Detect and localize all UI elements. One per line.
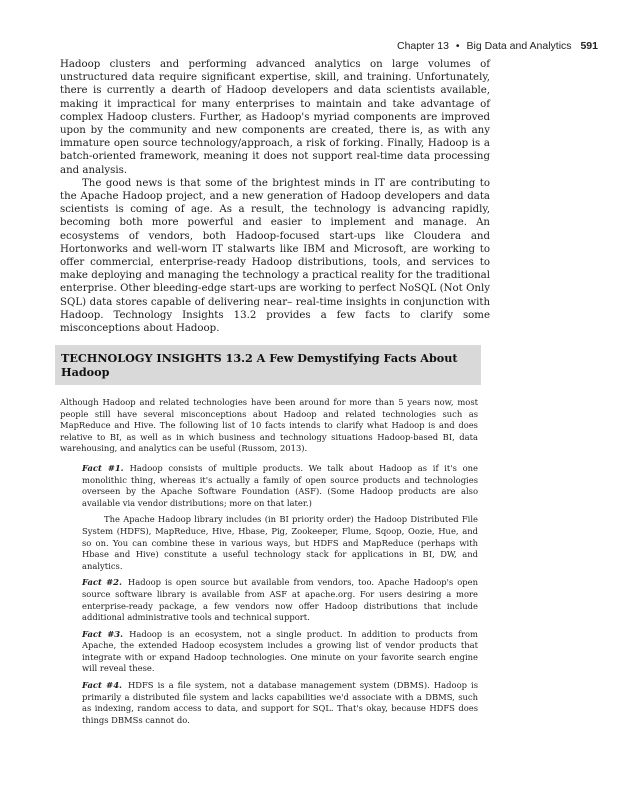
running-header <box>397 40 598 52</box>
chapter-label: Chapter 13 <box>397 40 449 52</box>
technology-insights-header-box <box>55 345 481 385</box>
fact-item <box>82 680 478 726</box>
fact-label: Fact #3. <box>82 628 124 639</box>
fact-text: Hadoop is an ecosystem, not a single product. In addition to products from Apache, the extended Hadoop ecosystem includes a growing list of vendor products that integrate with or expand Hadoop technologies. One minute on your favorite search engine will reveal these. <box>82 628 479 674</box>
fact-item <box>82 463 478 509</box>
paragraph-1: Hadoop clusters and performing advanced analytics on large volumes of unstructured data require significant expertise, skill, and training. Unfortunately, there is currently a dearth of Hadoop developers and data scientists available, making it impractical for many enterprises to maintain and take advantage of complex Hadoop clusters. Further, as Hadoop's myriad components are improved upon by the community and new components are created, there is, as with any immature open source technology/approach, a risk of forking. Finally, Hadoop is a batch-oriented framework, meaning it does not support real-time data processing and analysis. <box>60 59 490 176</box>
fact-item <box>82 577 478 623</box>
insights-intro: Although Hadoop and related technologies have been around for more than 5 years now, most people still have several misconceptions about Hadoop and related technologies such as MapReduce and Hive. The following list of 10 facts intends to clarify what Hadoop is and does relative to BI, as well as in which business and technology situations Hadoop-based BI, data warehousing, and analytics can be useful (Russom, 2013). <box>60 397 478 454</box>
page-number: 591 <box>580 40 598 52</box>
technology-insights-title: TECHNOLOGY INSIGHTS 13.2 A Few Demystifying Facts About Hadoop <box>61 351 458 379</box>
fact-text: Hadoop is open source but available from vendors, too. Apache Hadoop's open source software library is available from ASF at apache.org. For users desiring a more enterprise-ready package, a few vendors now offer Hadoop distributions that include additional administrative tools and technical support. <box>82 577 478 623</box>
fact-label: Fact #1. <box>82 462 124 473</box>
fact-label: Fact #2. <box>82 577 122 588</box>
fact-text: HDFS is a file system, not a database management system (DBMS). Hadoop is primarily a distributed file system and lacks capabilities we'd associate with a DBMS, such as indexing, random access to data, and support for SQL. That's okay, because HDFS does things DBMSs cannot do. <box>82 680 479 725</box>
paragraph-2: The good news is that some of the brightest minds in IT are contributing to the Apache Hadoop project, and a new generation of Hadoop developers and data scientists is coming of age. As a result, the technology is advancing rapidly, becoming both more powerful and easier to implement and manage. An ecosystems of vendors, both Hadoop-focused start-ups like Cloudera and Hortonworks and well-worn IT stalwarts like IBM and Microsoft, are working to offer commercial, enterprise-ready Hadoop distributions, tools, and services to make deploying and managing the technology a practical reality for the traditional enterprise. Other bleeding-edge start-ups are working to perfect NoSQL (Not Only SQL) data stores capable of delivering near– real-time insights in conjunction with Hadoop. Technology Insights 13.2 provides a few facts to clarify some misconceptions about Hadoop. <box>60 177 490 335</box>
fact-continuation: The Apache Hadoop library includes (in BI priority order) the Hadoop Distributed File System (HDFS), MapReduce, Hive, Hbase, Pig, Zookeeper, Flume, Sqoop, Oozie, Hue, and so on. You can combine these in various ways, but HDFS and MapReduce (perhaps with Hbase and Hive) constitute a useful technology stack for applications in BI, DW, and analytics. <box>82 514 478 571</box>
header-separator: • <box>455 40 460 52</box>
technology-insights-body <box>60 397 478 731</box>
fact-text: Hadoop consists of multiple products. We talk about Hadoop as if it's one monolithic thing, whereas it's actually a family of open source products and technologies overseen by the Apache Software Foundation (ASF). (Some Hadoop products are also available via vendor distributions; more on that later.) <box>82 462 478 508</box>
fact-item <box>82 629 478 675</box>
section-title: Big Data and Analytics <box>466 40 572 52</box>
fact-label: Fact #4. <box>82 680 122 691</box>
main-body-text <box>60 58 490 335</box>
